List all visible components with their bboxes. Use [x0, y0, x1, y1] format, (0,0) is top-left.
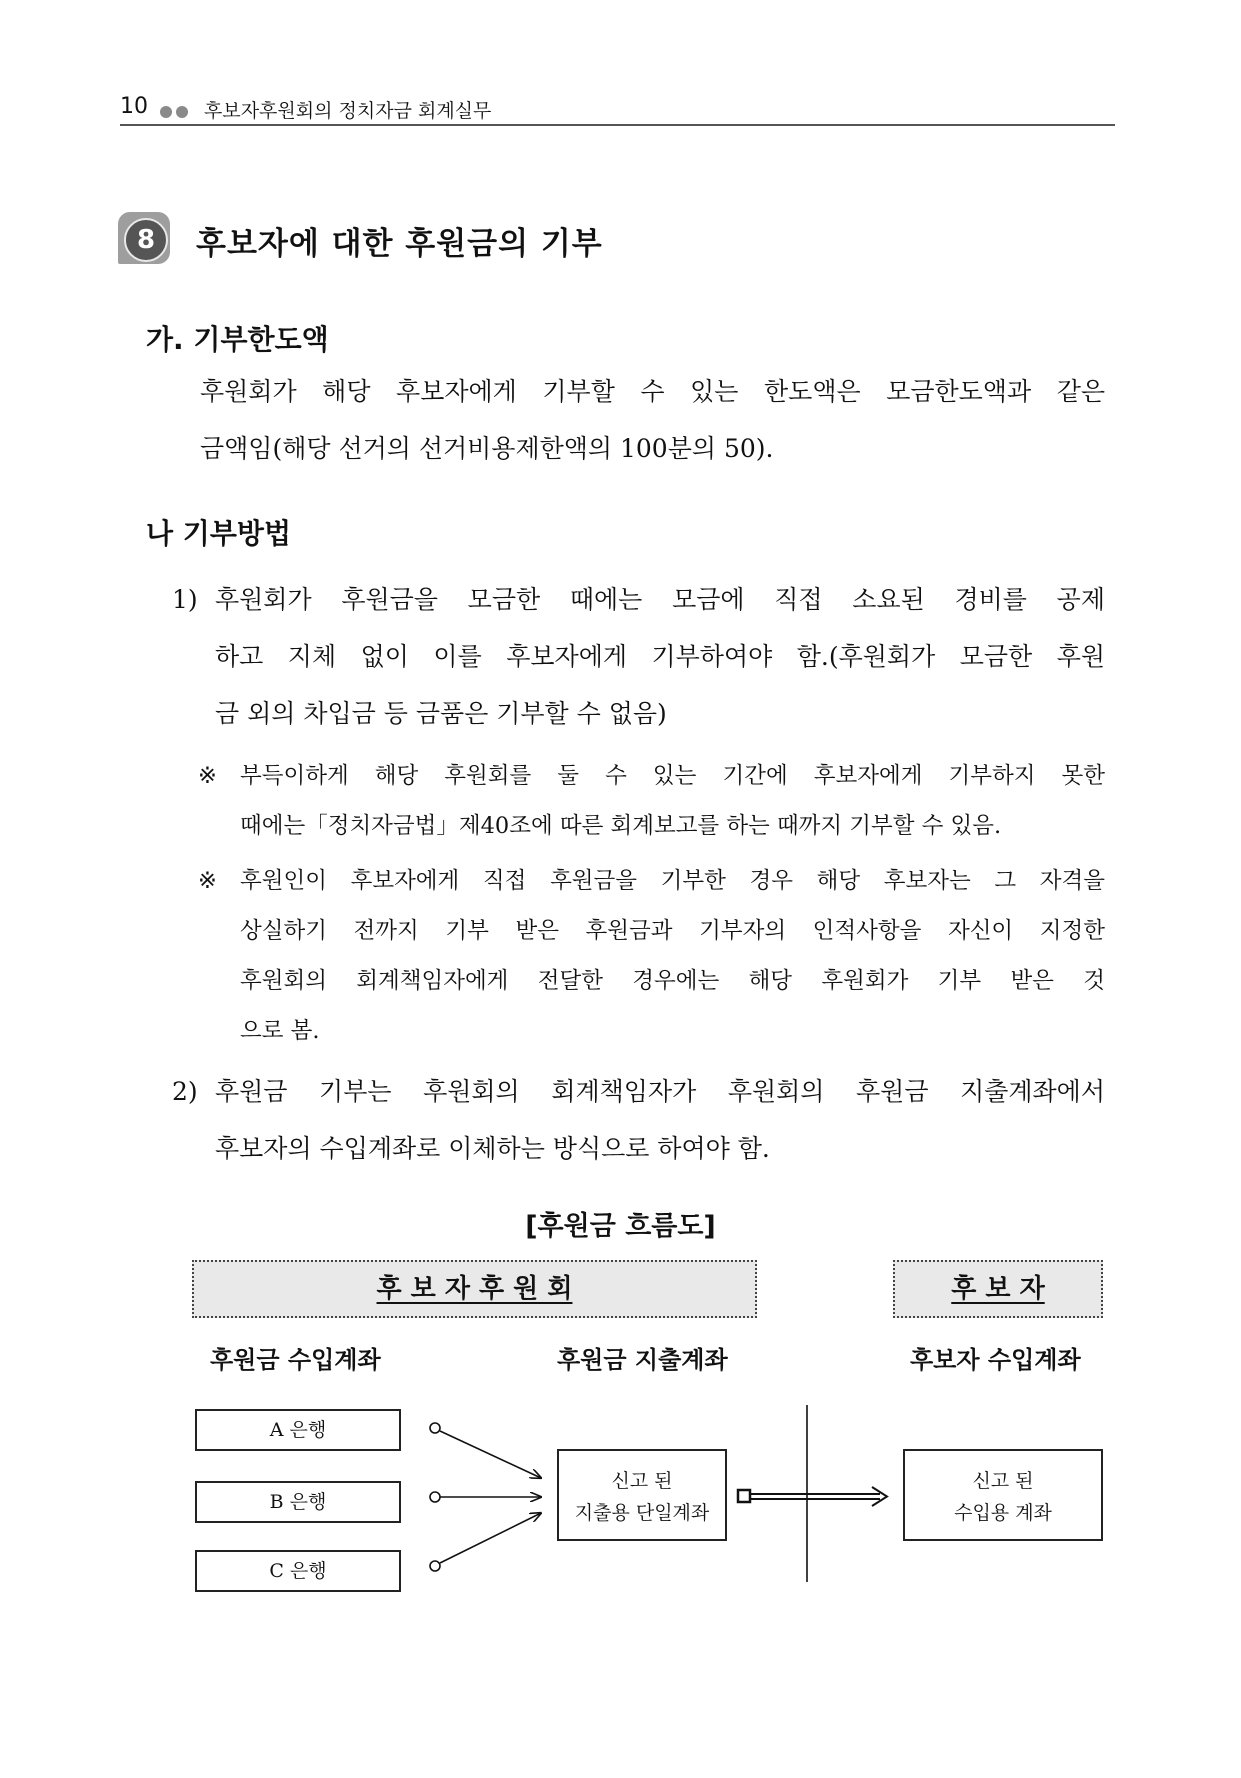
column-header-income: 후원금 수입계좌	[210, 1346, 381, 1374]
bank-box-b: B 은행	[195, 1481, 401, 1523]
item2-line-2: 후보자의 수입계좌로 이체하는 방식으로 하여야 함.	[215, 1134, 770, 1163]
note2-line-3: 후원회의 회계책임자에게 전달한 경우에는 해당 후원회가 기부 받은 것	[240, 968, 1105, 994]
subsection-a-title: 가. 기부한도액	[146, 323, 329, 356]
running-title: 후보자후원회의 정치자금 회계실무	[204, 100, 492, 122]
page-number: 10	[120, 94, 148, 119]
item1-line-3: 금 외의 차입금 등 금품은 기부할 수 없음)	[215, 699, 667, 728]
bank-box-a: A 은행	[195, 1409, 401, 1451]
note1-line-2: 때에는「정치자금법」제40조에 따른 회계보고를 하는 때까지 기부할 수 있음.	[240, 813, 1002, 839]
column-header-candidate: 후보자 수입계좌	[910, 1346, 1081, 1374]
item1-marker: 1)	[172, 585, 198, 614]
group-label-candidate: 후 보 자	[951, 1274, 1045, 1304]
item1-line-2: 하고 지체 없이 이를 후보자에게 기부하여야 함.(후원회가 모금한 후원	[215, 642, 1105, 671]
connector-c-arrow	[430, 1513, 541, 1571]
subsection-a-line-1: 후원회가 해당 후보자에게 기부할 수 있는 한도액은 모금한도액과 같은	[200, 377, 1105, 406]
connector-a-arrow	[430, 1423, 541, 1478]
connector-b-arrow	[430, 1492, 541, 1502]
expense-account-line-1: 신고 된	[611, 1470, 673, 1492]
bank-box-c: C 은행	[195, 1550, 401, 1592]
subsection-a-line-2: 금액임(해당 선거의 선거비용제한액의 100분의 50).	[200, 434, 774, 463]
subsection-b-title: 나 기부방법	[146, 517, 291, 550]
note2-marker: ※	[198, 868, 217, 894]
note2-line-2: 상실하기 전까지 기부 받은 후원금과 기부자의 인적사항을 자신이 지정한	[240, 918, 1105, 944]
item1-line-1: 후원회가 후원금을 모금한 때에는 모금에 직접 소요된 경비를 공제	[215, 585, 1105, 614]
section-number: 8	[124, 218, 168, 262]
note2-line-4: 으로 봄.	[240, 1018, 320, 1044]
note1-marker: ※	[198, 763, 217, 789]
candidate-account-line-1: 신고 된	[972, 1470, 1034, 1492]
item2-marker: 2)	[172, 1077, 198, 1106]
candidate-account-line-2: 수입용 계좌	[954, 1502, 1052, 1524]
section-title: 후보자에 대한 후원금의 기부	[196, 226, 603, 262]
transfer-arrow	[738, 1487, 887, 1506]
item2-line-1: 후원금 기부는 후원회의 회계책임자가 후원회의 후원금 지출계좌에서	[215, 1077, 1105, 1106]
note2-line-1: 후원인이 후보자에게 직접 후원금을 기부한 경우 해당 후보자는 그 자격을	[240, 868, 1105, 894]
figure-title: [후원금 흐름도]	[525, 1211, 716, 1242]
note1-line-1: 부득이하게 해당 후원회를 둘 수 있는 기간에 후보자에게 기부하지 못한	[240, 763, 1105, 789]
expense-account-line-2: 지출용 단일계좌	[574, 1502, 710, 1524]
group-label-supporters: 후 보 자 후 원 회	[376, 1274, 573, 1304]
column-header-expense: 후원금 지출계좌	[557, 1346, 728, 1374]
